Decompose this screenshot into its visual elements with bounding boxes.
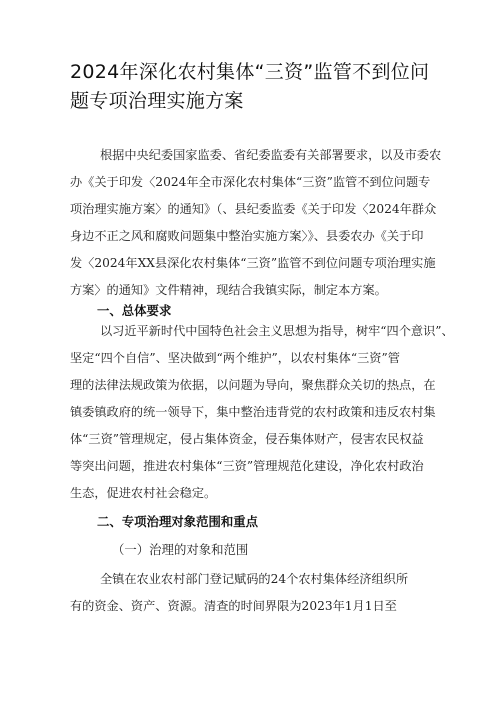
subsection1-paragraph bbox=[70, 566, 440, 620]
paragraph-line: 坚定“四个自信”、坚决做到“两个维护”，以农村集体“三资”管 bbox=[70, 351, 400, 365]
intro-paragraph bbox=[70, 142, 440, 304]
paragraph-line: 以习近平新时代中国特色社会主义思想为指导，树牢“四个意识”、 bbox=[100, 324, 454, 338]
paragraph-line: 镇委镇政府的统一领导下，集中整治违背党的农村政策和违反农村集 bbox=[70, 405, 436, 419]
title-line-1: 2024年深化农村集体“三资”监管不到位问 bbox=[70, 61, 430, 83]
paragraph-line: 体“三资”管理规定，侵占集体资金，侵吞集体财产，侵害农民权益 bbox=[70, 432, 424, 446]
paragraph-line: 发〈2024年XX县深化农村集体“三资”监管不到位问题专项治理实施 bbox=[70, 256, 436, 270]
section1-paragraph bbox=[70, 318, 454, 507]
document-title bbox=[70, 58, 450, 116]
section-heading-2: 二、专项治理对象范围和重点 bbox=[97, 514, 259, 529]
section-heading-1: 一、总体要求 bbox=[97, 303, 172, 318]
paragraph-line: 理的法律法规政策为依据，以问题为导向，聚焦群众关切的热点，在 bbox=[70, 378, 436, 392]
paragraph-line: 身边不正之风和腐败问题集中整治实施方案〉》、县委农办《关于印 bbox=[70, 229, 424, 243]
paragraph-line: 项治理实施方案〉的通知》（、县纪委监委《关于印发〈2024年群众 bbox=[70, 202, 437, 216]
paragraph-line: 方案〉的通知》文件精神，现结合我镇实际，制定本方案。 bbox=[70, 283, 387, 297]
paragraph-line: 有的资金、资产、资源。清查的时间界限为2023年1月1日至 bbox=[70, 599, 397, 613]
paragraph-line: 根据中央纪委国家监委、省纪委监委有关部署要求，以及市委农 bbox=[100, 148, 442, 162]
subsection-heading-1: （一）治理的对象和范围 bbox=[112, 542, 249, 557]
paragraph-line: 生态，促进农村社会稳定。 bbox=[70, 486, 217, 500]
title-line-2: 题专项治理实施方案 bbox=[70, 90, 244, 112]
paragraph-line: 办《关于印发〈2024年全市深化农村集体“三资”监管不到位问题专 bbox=[70, 175, 431, 189]
paragraph-line: 全镇在农业农村部门登记赋码的24个农村集体经济组织所 bbox=[100, 572, 409, 586]
paragraph-line: 等突出问题，推进农村集体“三资”管理规范化建设，净化农村政治 bbox=[70, 459, 424, 473]
